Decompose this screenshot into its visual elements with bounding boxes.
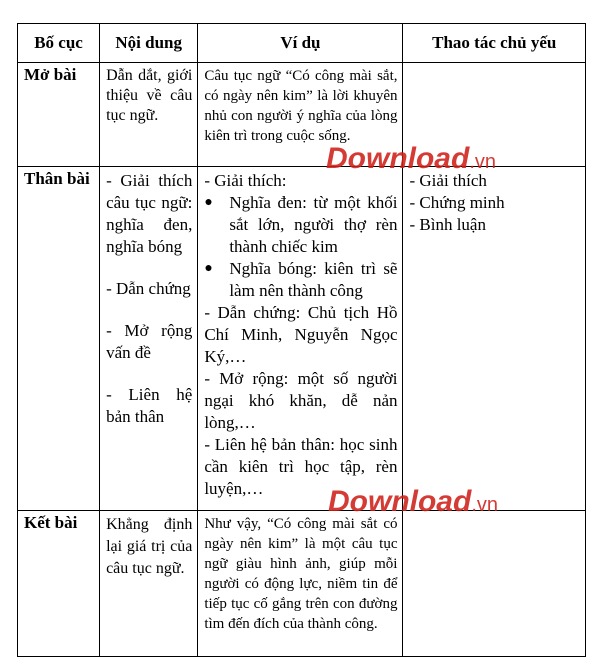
example-text: Câu tục ngữ “Có công mài sắt, có ngày nên kim” là lời khuyên nhủ con người ý nghĩa của lòng kiên trì trong cuộc sống. xyxy=(204,68,398,144)
example-expand: - Mở rộng: một số người ngại khó khăn, dễ nản lòng,… xyxy=(204,369,398,432)
content-item-expand: - Mở rộng vấn đề xyxy=(106,321,193,362)
example-self: - Liên hệ bản thân: học sinh cần kiên trì học tập, rèn luyện,… xyxy=(204,435,398,498)
operation-item: - Chứng minh xyxy=(409,193,505,212)
bullet-icon: ● xyxy=(204,261,213,276)
content-ket-bai xyxy=(100,511,198,657)
bullet-text: Nghĩa bóng: kiên trì sẽ làm nên thành công xyxy=(229,259,398,300)
section-label-than-bai: Thân bài xyxy=(18,167,100,511)
example-mo-bai xyxy=(198,63,403,167)
example-than-bai xyxy=(198,167,403,511)
watermark-suffix: .vn xyxy=(471,494,499,516)
content-mo-bai xyxy=(100,63,198,167)
outline-table xyxy=(17,23,586,657)
example-text: Như vậy, “Có công mài sắt có ngày nên kim” là một câu tục ngữ giàu hình ảnh, giúp mỗi người có động lực, niềm tin để tiếp tục cố gắng trên con đường tìm đến đích của thành công. xyxy=(204,516,398,632)
bullet-item xyxy=(204,258,397,302)
header-bo-cuc: Bố cục xyxy=(18,24,100,63)
header-thao-tac: Thao tác chủ yếu xyxy=(403,24,586,63)
row-ket-bai xyxy=(18,511,586,657)
content-item-explain: - Giải thích câu tục ngữ: nghĩa đen, nghĩa bóng xyxy=(106,171,193,256)
watermark-brand: Download xyxy=(326,142,470,175)
example-intro: - Giải thích: xyxy=(204,171,287,190)
content-item-self: - Liên hệ bản thân xyxy=(106,385,193,426)
watermark-suffix: .vn xyxy=(469,151,497,173)
bullet-item xyxy=(204,192,397,258)
content-text: Khẳng định lại giá trị của câu tục ngữ. xyxy=(106,516,193,577)
header-noi-dung: Nội dung xyxy=(100,24,198,63)
header-vi-du: Ví dụ xyxy=(198,24,403,63)
content-text: Dẫn dắt, giới thiệu về câu tục ngữ. xyxy=(106,67,193,124)
operations-ket-bai xyxy=(403,511,586,657)
operation-item: - Bình luận xyxy=(409,215,486,234)
content-item-evidence: - Dẫn chứng xyxy=(106,279,191,298)
bullet-text: Nghĩa đen: từ một khối sắt lớn, người thợ rèn thành chiếc kim xyxy=(229,193,398,256)
row-mo-bai xyxy=(18,63,586,167)
example-evidence: - Dẫn chứng: Chủ tịch Hồ Chí Minh, Nguyễn Ngọc Ký,… xyxy=(204,303,398,366)
operation-item: - Giải thích xyxy=(409,171,487,190)
operations-mo-bai xyxy=(403,63,586,167)
header-row xyxy=(18,24,586,63)
content-than-bai xyxy=(100,167,198,511)
section-label-mo-bai: Mở bài xyxy=(18,63,100,167)
example-ket-bai xyxy=(198,511,403,657)
watermark-brand: Download xyxy=(328,485,472,518)
row-than-bai xyxy=(18,167,586,511)
section-label-ket-bai: Kết bài xyxy=(18,511,100,657)
bullet-icon: ● xyxy=(204,195,213,210)
operations-than-bai xyxy=(403,167,586,511)
